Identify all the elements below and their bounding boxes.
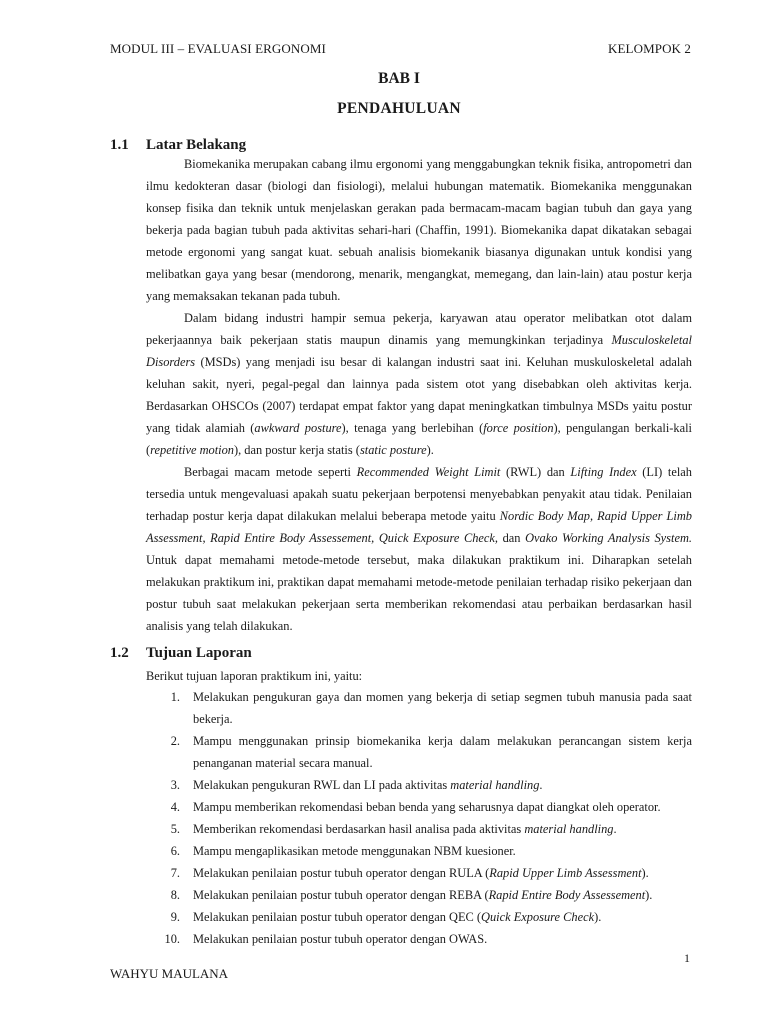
text-run: Melakukan penilaian postur tubuh operator dengan RULA ( bbox=[193, 866, 490, 880]
section-title: Tujuan Laporan bbox=[146, 645, 252, 661]
text-run: ), tenaga yang berlebihan ( bbox=[341, 421, 484, 435]
italic-term: Quick Exposure Check bbox=[481, 910, 595, 924]
italic-term: Ovako Working Analysis System. bbox=[525, 531, 692, 545]
running-header-left: MODUL III – EVALUASI ERGONOMI bbox=[110, 41, 326, 56]
italic-term: Nordic Body Map, Rapid Upper Limb Assessment, Rapid Entire Body Assessement, Quick Exposure Check, bbox=[146, 509, 692, 545]
list-intro: Berikut tujuan laporan praktikum ini, yaitu: bbox=[146, 669, 363, 683]
list-item bbox=[146, 818, 692, 840]
running-header-right: KELOMPOK 2 bbox=[608, 41, 691, 56]
text-run: . bbox=[613, 822, 617, 836]
text-run: Melakukan penilaian postur tubuh operator dengan REBA ( bbox=[193, 888, 489, 902]
italic-term: Rapid Entire Body Assessement bbox=[488, 888, 646, 902]
italic-term: force position bbox=[483, 421, 554, 435]
text-run: (MSDs) yang menjadi isu besar di kalangan industri saat ini. Keluhan muskuloskeletal adalah keluhan sakit, nyeri, pegal-pegal dan lainnya pada sistem otot yang disebabkan oleh aktivitas kerja. Berdasarkan OHSCOs (2007) terdapat empat faktor yang dapat meningkatkan timbulnya MSDs yaitu postur yang tidak alamiah ( bbox=[146, 355, 692, 435]
text-run: . bbox=[539, 778, 543, 792]
list-item-number: 1. bbox=[170, 690, 180, 704]
list-item bbox=[146, 928, 692, 950]
text-run: Mampu mengaplikasikan metode menggunakan NBM kuesioner. bbox=[193, 844, 516, 858]
list-item bbox=[146, 884, 692, 906]
list-item bbox=[146, 686, 692, 730]
list-item bbox=[146, 730, 692, 774]
list-item bbox=[146, 796, 692, 818]
text-run: Biomekanika merupakan cabang ilmu ergonomi yang menggabungkan teknik fisika, antropometri dan ilmu kedokteran dasar (biologi dan fisiologi), melalui hubungan matematik. Biomekanika menggunakan konsep fisika dan teknik untuk menjelaskan gerakan pada bermacam-macam bagian tubuh dan gaya yang bekerja pada bagian tubuh pada aktivitas sehari-hari (Chaffin, 1991). Biomekanika dapat dikatakan sebagai metode ergonomi yang sangat kuat. sebuah analisis biomekanik biasanya digunakan untuk kondisi yang melibatkan gaya yang besar (mendorong, menarik, mengangkat, memegang, dan lain-lain) atau postur kerja yang memaksakan tekanan pada tubuh. bbox=[146, 157, 692, 303]
objectives-list bbox=[146, 686, 692, 950]
text-run: ), dan postur kerja statis ( bbox=[233, 443, 360, 457]
italic-term: awkward posture bbox=[254, 421, 342, 435]
list-item-number: 3. bbox=[170, 778, 180, 792]
list-item-number: 7. bbox=[170, 866, 180, 880]
list-item bbox=[146, 774, 692, 796]
text-run: Melakukan penilaian postur tubuh operator dengan QEC ( bbox=[193, 910, 482, 924]
list-item-number: 9. bbox=[170, 910, 180, 924]
list-item bbox=[146, 840, 692, 862]
section-number: 1.2 bbox=[110, 645, 129, 661]
section-number: 1.1 bbox=[110, 137, 129, 153]
text-run: dan bbox=[498, 531, 526, 545]
section-body-latar-belakang bbox=[146, 153, 692, 637]
paragraph bbox=[146, 461, 692, 637]
text-run: Melakukan penilaian postur tubuh operator dengan OWAS. bbox=[193, 932, 488, 946]
text-run: ). bbox=[426, 443, 434, 457]
text-run: ). bbox=[645, 888, 653, 902]
text-run: Mampu menggunakan prinsip biomekanika kerja dalam melakukan perancangan sistem kerja penanganan material secara manual. bbox=[193, 734, 692, 770]
list-item-number: 10. bbox=[164, 932, 180, 946]
section-heading-tujuan-laporan bbox=[110, 645, 252, 662]
section-title: Latar Belakang bbox=[146, 137, 247, 153]
list-item-number: 4. bbox=[170, 800, 180, 814]
italic-term: material handling bbox=[450, 778, 540, 792]
paragraph bbox=[146, 307, 692, 461]
text-run: Untuk dapat memahami metode-metode tersebut, maka dilakukan praktikum ini. Diharapkan setelah melakukan praktikum ini, praktikan dapat memahami metode-metode penilaian terhadap risiko pekerjaan dan postur tubuh saat melakukan pekerjaan serta memberikan rekomendasi atau perbaikan berdasarkan hasil analisis yang telah dilakukan. bbox=[146, 553, 692, 633]
text-run: ). bbox=[641, 866, 649, 880]
list-item-number: 8. bbox=[170, 888, 180, 902]
text-run: (LI) telah tersedia untuk mengevaluasi apakah suatu pekerjaan berpotensi menyebabkan penyakit atau tidak. Penilaian terhadap postur kerja dapat dilakukan melalui beberapa metode yaitu bbox=[146, 465, 693, 523]
text-run: Berbagai macam metode seperti bbox=[184, 465, 357, 479]
italic-term: Rapid Upper Limb Assessment bbox=[489, 866, 642, 880]
chapter-number: BAB I bbox=[378, 70, 420, 87]
text-run: Memberikan rekomendasi berdasarkan hasil analisa pada aktivitas bbox=[193, 822, 525, 836]
italic-term: static posture bbox=[359, 443, 427, 457]
list-item bbox=[146, 906, 692, 928]
italic-term: repetitive motion bbox=[150, 443, 234, 457]
list-item-number: 2. bbox=[170, 734, 180, 748]
italic-term: Recommended Weight Limit bbox=[356, 465, 501, 479]
footer-author: WAHYU MAULANA bbox=[110, 966, 229, 981]
paragraph bbox=[146, 153, 692, 307]
list-item-number: 6. bbox=[170, 844, 180, 858]
italic-term: Musculoskeletal Disorders bbox=[146, 333, 692, 369]
text-run: Mampu memberikan rekomendasi beban benda yang seharusnya dapat diangkat oleh operator. bbox=[193, 800, 661, 814]
section-heading-latar-belakang bbox=[110, 137, 246, 154]
text-run: Melakukan pengukuran RWL dan LI pada aktivitas bbox=[193, 778, 451, 792]
text-run: (RWL) dan bbox=[500, 465, 571, 479]
text-run: ). bbox=[594, 910, 602, 924]
text-run: Dalam bidang industri hampir semua pekerja, karyawan atau operator melibatkan otot dalam pekerjaannya baik pekerjaan statis maupun dinamis yang memungkinkan terjadinya bbox=[146, 311, 692, 347]
italic-term: material handling bbox=[524, 822, 614, 836]
page-number: 1 bbox=[684, 951, 690, 965]
chapter-title: PENDAHULUAN bbox=[337, 100, 461, 117]
italic-term: Lifting Index bbox=[570, 465, 637, 479]
text-run: Melakukan pengukuran gaya dan momen yang bekerja di setiap segmen tubuh manusia pada saat bekerja. bbox=[193, 690, 692, 726]
list-item-number: 5. bbox=[170, 822, 180, 836]
list-item bbox=[146, 862, 692, 884]
text-run: ), pengulangan berkali-kali ( bbox=[146, 421, 692, 457]
